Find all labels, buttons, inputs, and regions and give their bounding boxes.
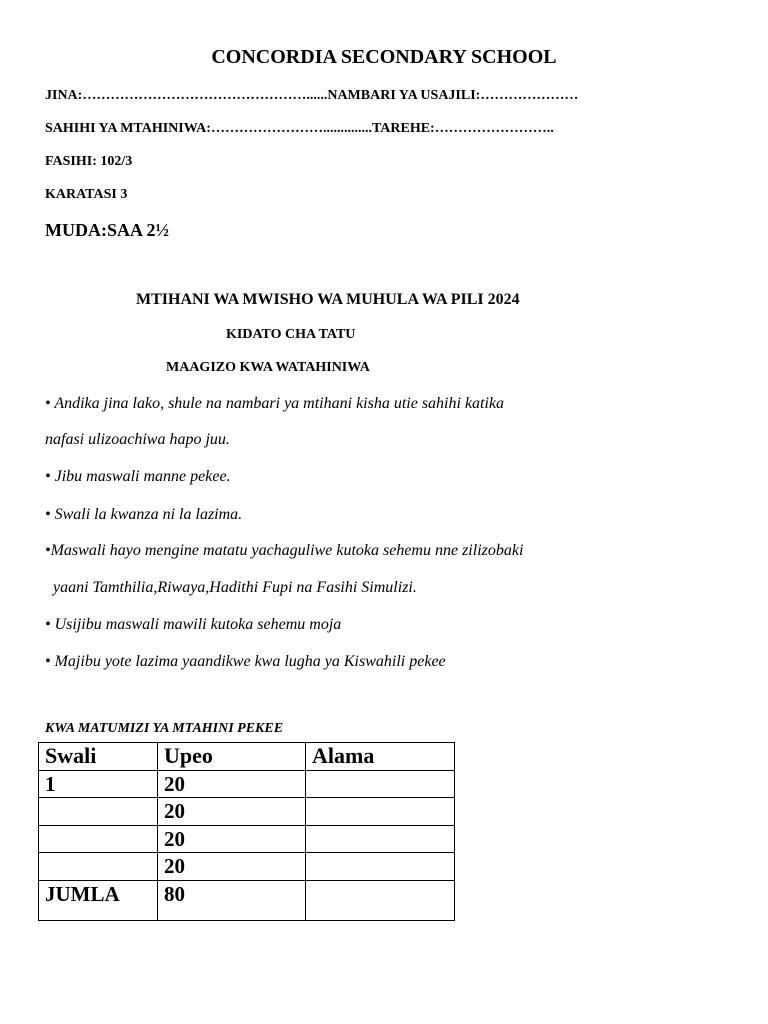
- instruction-line: nafasi ulizoachiwa hapo juu.: [45, 431, 230, 448]
- instructions-heading: MAAGIZO KWA WATAHINIWA: [166, 360, 370, 375]
- instruction-line: • Swali la kwanza ni la lazima.: [45, 506, 243, 523]
- marks-table: [38, 742, 455, 921]
- max-marks-cell: 20: [158, 825, 306, 853]
- header-question: Swali: [39, 743, 158, 771]
- total-max-marks: 80: [158, 880, 306, 920]
- header-score: Alama: [306, 743, 455, 771]
- total-row: [39, 880, 455, 920]
- name-and-registration-line: JINA:…………………………………………......NAMBARI YA USAJILI:…………………: [45, 88, 579, 103]
- max-marks-cell: 20: [158, 798, 306, 826]
- instruction-line: • Andika jina lako, shule na nambari ya mtihani kisha utie sahihi katika: [45, 395, 505, 412]
- question-cell: [39, 825, 158, 853]
- paper-number: KARATASI 3: [45, 187, 128, 202]
- question-cell: [39, 798, 158, 826]
- max-marks-cell: 20: [158, 770, 306, 798]
- score-cell[interactable]: [306, 825, 455, 853]
- instruction-line: yaani Tamthilia,Riwaya,Hadithi Fupi na Fasihi Simulizi.: [45, 579, 417, 596]
- question-cell: [39, 853, 158, 881]
- total-score-cell[interactable]: [306, 880, 455, 920]
- table-header-row: [39, 743, 455, 771]
- max-marks-cell: 20: [158, 853, 306, 881]
- question-cell: 1: [39, 770, 158, 798]
- score-cell[interactable]: [306, 853, 455, 881]
- instruction-line: • Usijibu maswali mawili kutoka sehemu moja: [45, 616, 342, 633]
- exam-duration: MUDA:SAA 2½: [45, 220, 169, 240]
- instruction-line: • Majibu yote lazima yaandikwe kwa lugha ya Kiswahili pekee: [45, 653, 446, 670]
- signature-and-date-line: SAHIHI YA MTAHINIWA:……………………..............TAREHE:……………………..: [45, 121, 554, 136]
- header-max-marks: Upeo: [158, 743, 306, 771]
- instruction-line: •Maswali hayo mengine matatu yachaguliwe kutoka sehemu nne zilizobaki: [45, 542, 524, 559]
- score-cell[interactable]: [306, 770, 455, 798]
- form-level: KIDATO CHA TATU: [226, 327, 356, 342]
- instruction-line: • Jibu maswali manne pekee.: [45, 468, 231, 485]
- table-row: [39, 825, 455, 853]
- marks-table-caption: KWA MATUMIZI YA MTAHINI PEKEE: [45, 721, 284, 736]
- table-row: [39, 798, 455, 826]
- score-cell[interactable]: [306, 798, 455, 826]
- table-row: [39, 853, 455, 881]
- subject-code: FASIHI: 102/3: [45, 154, 133, 169]
- exam-title: MTIHANI WA MWISHO WA MUHULA WA PILI 2024: [136, 291, 520, 308]
- school-name: CONCORDIA SECONDARY SCHOOL: [211, 46, 557, 68]
- total-label: JUMLA: [39, 880, 158, 920]
- table-row: [39, 770, 455, 798]
